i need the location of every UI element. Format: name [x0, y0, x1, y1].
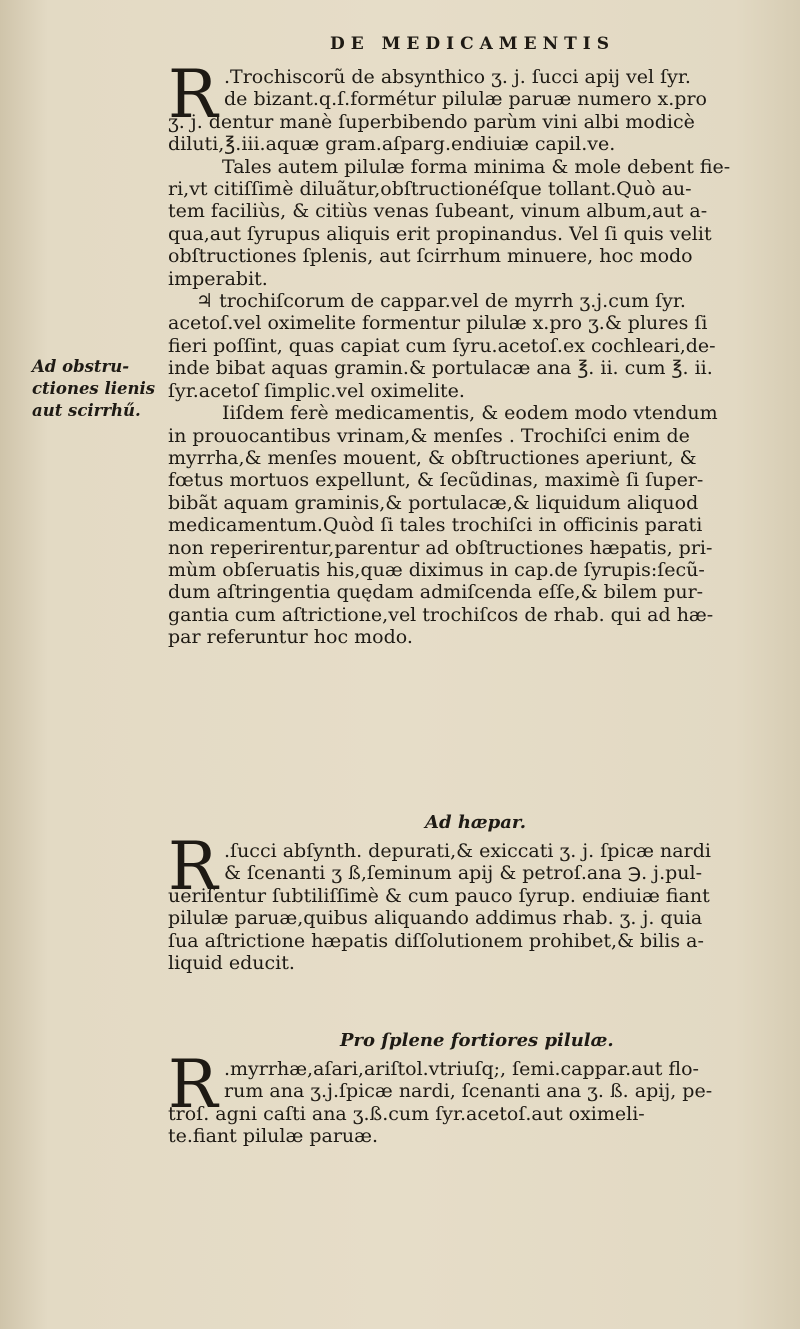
text-line: obſtructiones ſplenis, aut ſcirrhum minuere, hoc modo: [168, 245, 693, 268]
text-line: fieri poſſint, quas capiat cum ſyru.acetoſ.ex cochleari,de-: [168, 334, 716, 357]
section-heading: Pro ſplene fortiores pilulæ.: [340, 1030, 614, 1051]
text-line: mùm obſeruatis his,quæ diximus in cap.de ſyrupis:ſecũ-: [168, 558, 705, 581]
text-line: pilulæ paruæ,quibus aliquando addimus rhab. ʒ. j. quia: [168, 907, 703, 930]
running-header: DE MEDICAMENTIS: [330, 34, 616, 54]
margin-note: [32, 356, 156, 422]
text-line: tem faciliùs, & citiùs venas ſubeant, vinum album,aut a-: [168, 200, 708, 223]
text-line: bibãt aquam graminis,& portulacæ,& liquidum aliquod: [168, 491, 699, 514]
section-recipe-1: [168, 56, 788, 649]
drop-cap: R: [168, 1046, 218, 1123]
text-line: & ſcenanti ʒ ß,ſeminum apij & petroſ.ana ℈. j.pul-: [224, 862, 703, 885]
text-line: .Trochiscorũ de absynthico ʒ. j. ſucci apij vel ſyr.: [224, 66, 691, 88]
text-line: ſyr.acetoſ ſimplic.vel oximelite.: [168, 379, 465, 402]
margin-note-line: aut scirrhű.: [32, 401, 141, 420]
text-line: ♃ trochiſcorum de cappar.vel de myrrh ʒ.j.cum ſyr.: [196, 290, 686, 313]
text-line: de bizant.q.ſ.formétur pilulæ paruæ numero x.pro: [224, 88, 707, 111]
text-line: .ſucci abſynth. depurati,& exiccati ʒ. j. ſpicæ nardi: [224, 840, 711, 862]
text-line: rum ana ʒ.j.ſpicæ nardi, ſcenanti ana ʒ. ß. apij, pe-: [224, 1080, 713, 1103]
text-line: te.fiant pilulæ paruæ.: [168, 1125, 379, 1148]
text-line: non reperirentur,parentur ad obſtructiones hæpatis, pri-: [168, 536, 713, 559]
text-line: qua,aut ſyrupus aliquis erit propinandus. Vel ſi quis velit: [168, 222, 712, 245]
text-line: fœtus mortuos expellunt, & ſecũdinas, maximè ſi ſuper-: [168, 469, 704, 492]
margin-note-line: ctiones lienis: [32, 379, 156, 398]
text-line: in prouocantibus vrinam,& menſes . Trochiſci enim de: [168, 424, 690, 447]
text-line: ri,vt citiſſimè diluãtur,obſtructionéſque tollant.Quò au-: [168, 178, 692, 201]
text-line: diluti,℥.iii.aquæ gram.aſparg.endiuiæ capil.ve.: [168, 133, 616, 156]
text-line: inde bibat aquas gramin.& portulacæ ana ℥. ii. cum ℥. ii.: [168, 357, 713, 380]
text-line: imperabit.: [168, 267, 268, 290]
text-line: .myrrhæ,aſari,ariſtol.vtriuſq;, ſemi.cappar.aut flo-: [224, 1058, 699, 1080]
text-line: ueriſentur ſubtiliſſimè & cum pauco ſyrup. endiuiæ fiant: [168, 884, 710, 907]
text-line: Tales autem pilulæ forma minima & mole debent fie-: [222, 155, 731, 178]
section-ad-haepar: [168, 828, 788, 975]
paragraph: [168, 1058, 788, 1148]
paragraph: [168, 840, 788, 974]
text-line: medicamentum.Quòd ſi tales trochiſci in officinis parati: [168, 514, 703, 537]
paragraph: [168, 66, 788, 649]
margin-note-line: Ad obstru-: [32, 357, 130, 376]
text-line: myrrha,& menſes mouent, & obſtructiones aperiunt, &: [168, 446, 697, 469]
section-pro-splene: [168, 1046, 788, 1148]
text-line: par referuntur hoc modo.: [168, 626, 413, 649]
text-line: ʒ. j. dentur manè ſuperbibendo parùm vini albi modicè: [168, 110, 695, 133]
drop-cap: R: [168, 56, 218, 133]
text-line: Iiſdem ferè medicamentis, & eodem modo vtendum: [222, 402, 718, 425]
drop-cap: R: [168, 828, 218, 905]
text-line: ſua aſtrictione hæpatis diſſolutionem prohibet,& bilis a-: [168, 929, 704, 952]
section-heading: Ad hæpar.: [425, 812, 527, 833]
text-line: liquid educit.: [168, 952, 295, 975]
text-line: gantia cum aſtrictione,vel trochiſcos de rhab. qui ad hæ-: [168, 603, 714, 626]
text-line: acetoſ.vel oximelite formentur pilulæ x.pro ʒ.& plures ſi: [168, 312, 708, 335]
text-line: troſ. agni caſti ana ʒ.ß.cum ſyr.acetoſ.aut oximeli-: [168, 1102, 645, 1125]
text-line: dum aſtringentia quędam admiſcenda eſſe,& bilem pur-: [168, 581, 704, 604]
